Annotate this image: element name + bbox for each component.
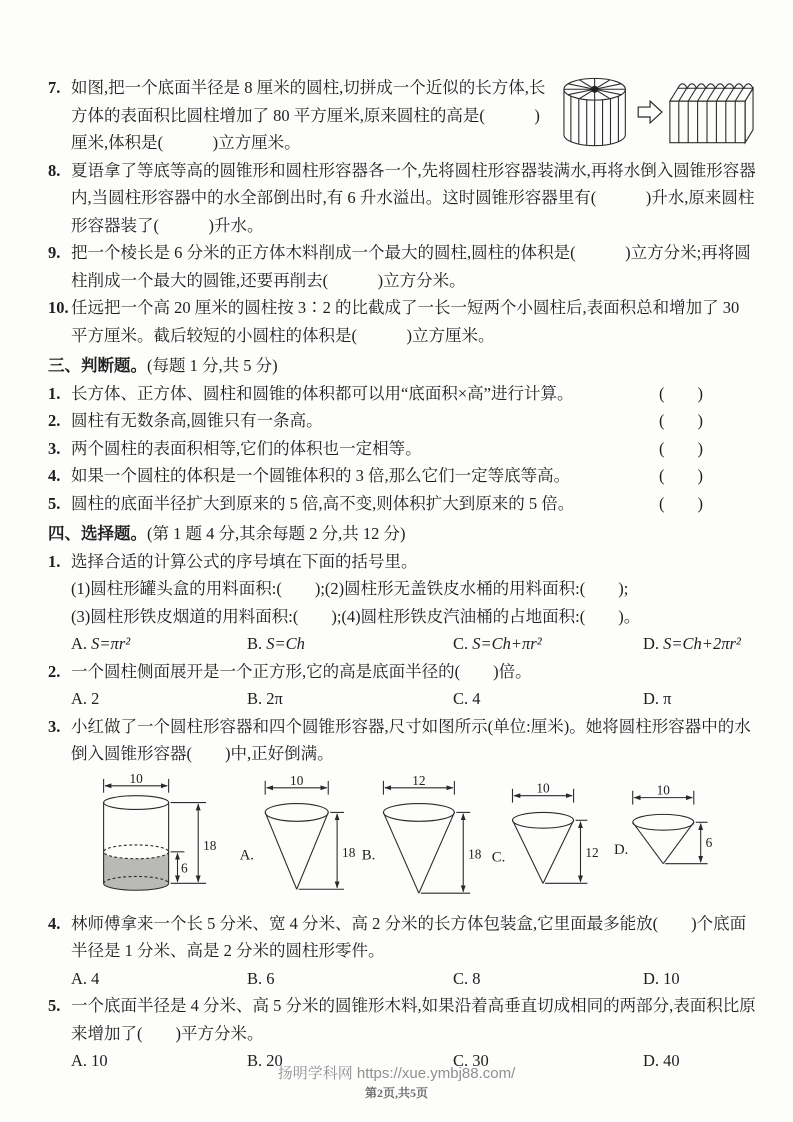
cylinder-to-prism-figure: [559, 74, 757, 154]
question-text: 如图,把一个底面半径是 8 厘米的圆柱,切拼成一个近似的长方体,长方体的表面积比圆柱增加了 80 平方厘米,原来圆柱的高是( )厘米,体积是( )立方厘米。: [71, 78, 546, 152]
q7-figure-svg: [559, 74, 757, 154]
dim-label: 10: [656, 782, 670, 798]
judge-item-3: [48, 435, 757, 463]
q3-figure-svg: [70, 773, 754, 907]
question-number: 4.: [48, 466, 61, 485]
question-number: 5.: [48, 493, 61, 513]
page-content: [48, 74, 757, 1075]
option-formula: S=Ch: [266, 634, 305, 653]
question-number: 2.: [48, 411, 61, 430]
option-letter: A.: [71, 634, 88, 653]
question-10: [48, 294, 757, 349]
question-text: 圆柱的底面半径扩大到原来的 5 倍,高不变,则体积扩大到原来的 5 倍。: [71, 493, 575, 513]
choice-q1-options: [48, 630, 757, 658]
dim-label: 6: [180, 860, 188, 876]
page-footer: [0, 1062, 793, 1101]
option-a: A. 4: [71, 968, 100, 988]
choice-header: [48, 520, 757, 548]
question-number: 3.: [48, 716, 61, 736]
question-8: [48, 157, 757, 240]
cylinder-sliced: [564, 78, 625, 145]
question-number: 2.: [48, 661, 61, 681]
answer-bracket: ( ): [659, 466, 703, 485]
option-c: C. 8: [453, 968, 481, 988]
choice-question-4: [48, 910, 757, 965]
dim-label: 18: [468, 846, 482, 862]
dim-label: 12: [585, 844, 599, 860]
judge-header: [48, 352, 757, 380]
option-formula: S=Ch+πr²: [472, 634, 542, 653]
answer-bracket: ( ): [659, 411, 703, 430]
judge-item-4: [48, 462, 757, 490]
question-text: 选择合适的计算公式的序号填在下面的括号里。: [71, 551, 418, 571]
dim-label: 10: [536, 780, 550, 796]
judge-item-1: [48, 380, 757, 408]
question-number: 5.: [48, 996, 61, 1015]
cylinder-container: [104, 778, 206, 889]
section-title: 三、判断题。: [48, 356, 147, 375]
choice-q2-options: [48, 685, 757, 713]
choice-question-2: [48, 658, 757, 686]
answer-bracket: ( ): [659, 438, 703, 458]
question-number: 3.: [48, 438, 61, 458]
dim-label: 12: [412, 772, 426, 788]
question-text: 把一个棱长是 6 分米的正方体木料削成一个最大的圆柱,圆柱的体积是( )立方分米;再将圆柱削成一个最大的圆锥,还要再削去( )立方分米。: [71, 243, 751, 290]
question-text: 夏语拿了等底等高的圆锥形和圆柱形容器各一个,先将圆柱形容器装满水,再将水倒入圆锥形容器内,当圆柱形容器中的水全部倒出时,有 6 升水溢出。这时圆锥形容器里有( )升水,原来圆柱形容器装了( )升水。: [71, 160, 756, 235]
question-9: [48, 239, 757, 294]
cone-c: [513, 788, 588, 883]
option-formula: S=πr²: [91, 634, 131, 653]
question-number: 8.: [48, 160, 61, 180]
question-text: 一个圆柱侧面展开是一个正方形,它的高是底面半径的( )倍。: [71, 661, 532, 681]
judge-item-5: [48, 490, 757, 518]
containers-figure: [70, 773, 754, 907]
option-letter: C.: [453, 634, 469, 653]
question-text: 林师傅拿来一个长 5 分米、宽 4 分米、高 2 分米的长方体包装盒,它里面最多能放( )个底面半径是 1 分米、高是 2 分米的圆柱形零件。: [71, 913, 747, 960]
question-7: [48, 74, 757, 157]
option-d: D. π: [643, 689, 672, 708]
cone-b: [383, 780, 470, 892]
answer-bracket: ( ): [659, 493, 703, 513]
dim-label: 18: [342, 844, 356, 860]
choice-q4-options: [48, 965, 757, 993]
option-c: C. 4: [453, 689, 481, 708]
choice-q1-subitems-3-4: (3)圆柱形铁皮烟道的用料面积:( );(4)圆柱形铁皮汽油桶的占地面积:( )。: [71, 606, 641, 626]
choice-question-3: [48, 713, 757, 768]
cone-label: D.: [613, 841, 629, 858]
judge-section: [48, 352, 757, 517]
choice-section: [48, 520, 757, 1075]
cone-label: C.: [491, 849, 506, 866]
judge-item-2: [48, 407, 757, 435]
choice-q1-subitems-1-2: (1)圆柱形罐头盒的用料面积:( );(2)圆柱形无盖铁皮水桶的用料面积:( );: [71, 579, 629, 598]
question-number: 4.: [48, 913, 61, 933]
dim-label: 10: [290, 772, 304, 788]
option-a: A. 2: [71, 689, 100, 708]
option-c: C. 30: [453, 1051, 489, 1070]
dim-label: 10: [129, 772, 143, 786]
option-letter: B.: [247, 634, 263, 653]
section-score: (第 1 题 4 分,其余每题 2 分,共 12 分): [147, 524, 406, 543]
option-b: [247, 630, 453, 658]
question-number: 9.: [48, 243, 61, 262]
option-b: B. 2π: [247, 689, 283, 708]
option-a: [71, 630, 247, 658]
option-d: D. 10: [643, 968, 680, 988]
question-text: 圆柱有无数条高,圆锥只有一条高。: [71, 411, 323, 430]
section-score: (每题 1 分,共 5 分): [147, 356, 278, 375]
option-a: A. 10: [71, 1051, 108, 1070]
question-text: 一个底面半径是 4 分米、高 5 分米的圆锥形木料,如果沿着高垂直切成相同的两部分,表面积比原来增加了( )平方分米。: [71, 996, 756, 1043]
cone-label: A.: [239, 847, 254, 864]
option-formula: S=Ch+2πr²: [663, 634, 741, 653]
question-number: 7.: [48, 78, 61, 97]
dim-label: 6: [705, 834, 713, 850]
option-d: D. 40: [643, 1051, 680, 1070]
cone-label: B.: [361, 847, 376, 864]
watermark-site: 扬明学科网 https://xue.ymbj88.com/: [277, 1065, 516, 1082]
option-b: B. 6: [247, 968, 275, 988]
choice-question-1: [48, 548, 757, 576]
option-letter: D.: [643, 634, 660, 653]
question-text: 任远把一个高 20 厘米的圆柱按 3∶2 的比截成了一长一短两个小圆柱后,表面积总和增加了 30 平方厘米。截后较短的小圆柱的体积是( )立方厘米。: [71, 298, 740, 345]
question-text: 两个圆柱的表面积相等,它们的体积也一定相等。: [71, 438, 422, 458]
cone-a: [265, 780, 344, 888]
option-b: B. 20: [247, 1051, 283, 1070]
page-number: 第2页,共5页: [364, 1086, 428, 1100]
water-fill: [104, 851, 169, 889]
option-c: [453, 630, 643, 658]
section-title: 四、选择题。: [48, 524, 147, 543]
question-number: 10.: [48, 298, 69, 317]
question-body: [71, 74, 757, 157]
cone-d: [633, 790, 708, 863]
question-text: 如果一个圆柱的体积是一个圆锥体积的 3 倍,那么它们一定等底等高。: [71, 466, 571, 485]
question-text: 长方体、正方体、圆柱和圆锥的体积都可以用“底面积×高”进行计算。: [71, 383, 574, 403]
choice-question-5: [48, 992, 757, 1047]
question-number: 1.: [48, 383, 61, 403]
question-text: 小红做了一个圆柱形容器和四个圆锥形容器,尺寸如图所示(单位:厘米)。她将圆柱形容器中的水倒入圆锥形容器( )中,正好倒满。: [71, 716, 751, 763]
option-d: [643, 630, 757, 658]
dim-label: 18: [203, 837, 217, 853]
question-number: 1.: [48, 551, 61, 571]
fill-in-section: [48, 74, 757, 349]
rearranged-prism: [670, 84, 753, 143]
answer-bracket: ( ): [659, 383, 703, 403]
arrow-right-icon: [638, 101, 662, 123]
